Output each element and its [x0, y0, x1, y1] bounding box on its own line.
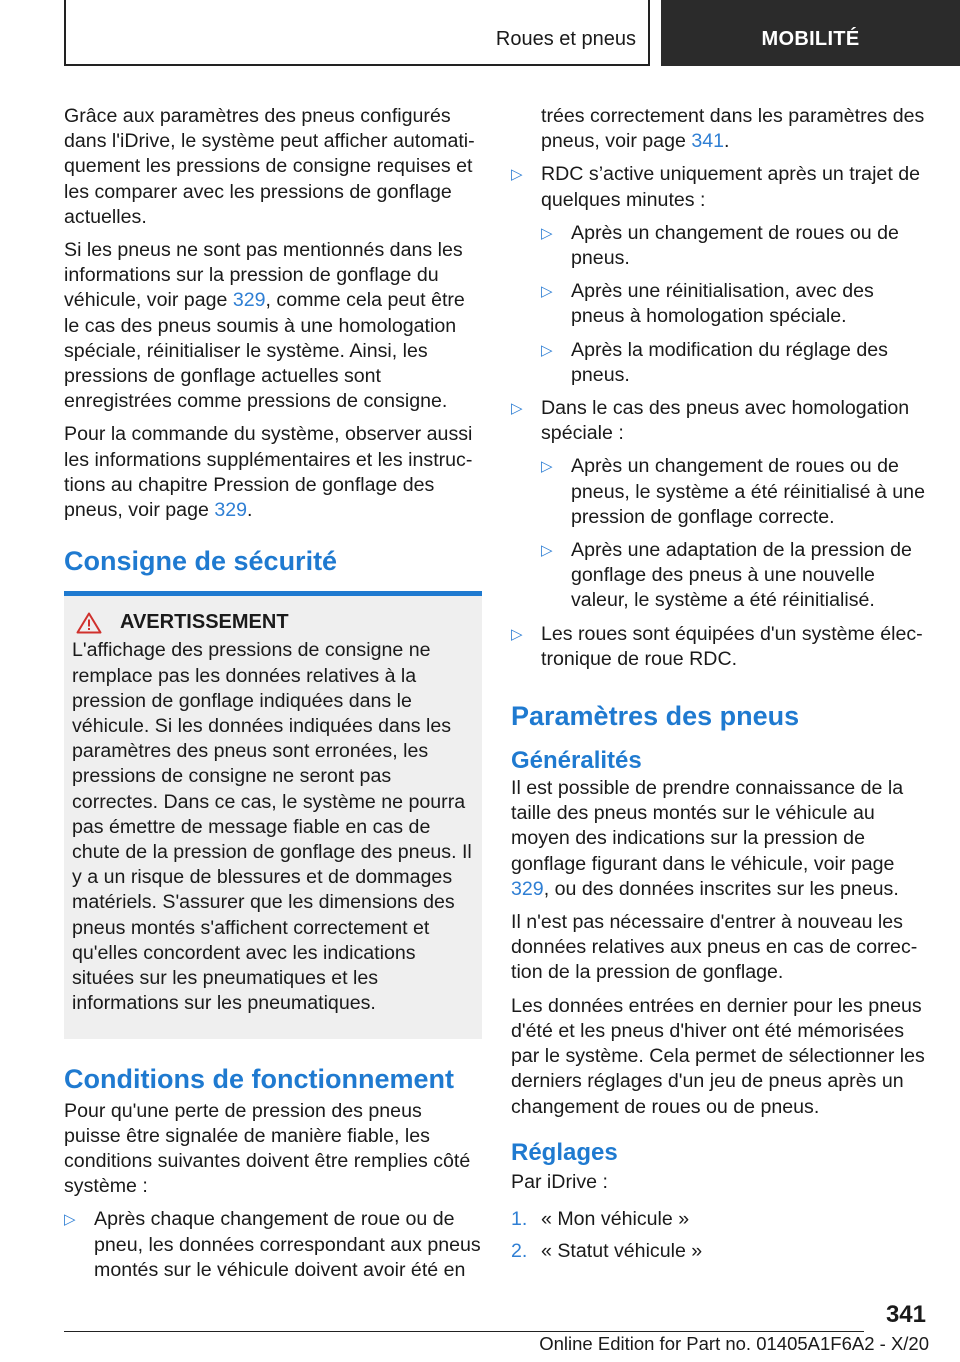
- steps-list: [511, 1207, 931, 1264]
- header-chapter-tab: [661, 0, 960, 66]
- left-column: [64, 104, 482, 1291]
- step-item: 1. « Mon véhicule »: [511, 1207, 931, 1232]
- list-item: ▷ Après une réinitialisation, avec des pneus à homologation spéciale.: [541, 280, 874, 328]
- list-item-continuation: trées correctement dans les paramètres des pneus, voir page 341.: [541, 105, 925, 153]
- warning-text: L'affichage des pressions de consigne ne remplace pas les données relatives à la pression de gonflage indiquées dans le véhicule. Si les données indiquées dans les paramètres des pneus sont erronées, les pressions de consigne ne seront pas correctes. Dans ce cas, le système ne pourra pas émettre de message fiable en cas de chute de la pression de gonflage des pneus. Il y a un risque de blessures et de dommages matériels. S'assurer que les dimensions des pneus montés s'affichent correctement et qu'elles concordent avec les indications situées sur les pneumatiques et les informations sur les pneumatiques.: [72, 639, 472, 1015]
- bullet-triangle-icon: ▷: [511, 400, 523, 418]
- list-item: ▷ RDC s’active uniquement après un trajet de quelques minutes : ▷ Après un changement de roues ou de pneus. ▷ Après une réinitialisation, avec des pneus à homologation spéciale. ▷ Après la modification du réglage des pneus.: [511, 162, 931, 388]
- list-item: ▷ Après un changement de roues ou de pneus.: [541, 221, 899, 270]
- conditions-list-continued: [511, 104, 931, 672]
- step-item: 2. « Statut véhicule »: [511, 1239, 931, 1264]
- warning-triangle-icon: [76, 612, 102, 634]
- heading-tire-params: Paramètres des pneus: [511, 701, 800, 732]
- page-ref-link[interactable]: 329: [511, 877, 544, 900]
- bullet-triangle-icon: ▷: [541, 341, 553, 359]
- paragraph-reset: Si les pneus ne sont pas mentionnés dans les informations sur la pression de gonflage du véhicule, voir page 329, comme cela peut être le cas des pneus soumis à une homologation spéciale, réinitialiser le système. Ainsi, les pressions de gonflage actuelles sont enregistrées comme pressions de consigne.: [64, 239, 465, 413]
- footer-edition: Online Edition for Part no. 01405A1F6A2 - X/20: [539, 1333, 929, 1354]
- page-ref-link[interactable]: 341: [691, 130, 725, 153]
- sub-list: [541, 454, 931, 613]
- list-item: ▷ Les roues sont équipées d'un système électronique de roue RDC.: [511, 622, 923, 670]
- page-ref-link[interactable]: 329: [214, 499, 248, 522]
- bullet-triangle-icon: ▷: [64, 1211, 76, 1229]
- right-column: [511, 104, 931, 1271]
- paragraph-memory: Les données entrées en dernier pour les pneus d'été et les pneus d'hiver ont été mémorisées par le système. Cela permet de sélectionner les derniers réglages d'un jeu de pneus après un changement de roues ou de pneus.: [511, 994, 925, 1118]
- step-number: 2.: [511, 1240, 528, 1263]
- bullet-triangle-icon: ▷: [541, 283, 553, 301]
- bullet-triangle-icon: ▷: [511, 625, 523, 643]
- bullet-triangle-icon: ▷: [541, 458, 553, 476]
- sub-list: [541, 221, 931, 388]
- warning-header: [72, 610, 474, 635]
- bullet-triangle-icon: ▷: [541, 542, 553, 560]
- heading-general: Généralités: [511, 747, 642, 775]
- page-ref-link[interactable]: 329: [232, 289, 266, 312]
- footer-rule: [64, 1331, 864, 1332]
- paragraph-intro: Grâce aux paramètres des pneus configurés dans l'iDrive, le système peut afficher automatiquement les pressions de consigne requises et les comparer avec les pressions de gonflage actuelles.: [64, 105, 475, 228]
- heading-safety: Consigne de sécurité: [64, 546, 338, 577]
- paragraph-no-reentry: Il n'est pas nécessaire d'entrer à nouveau les données relatives aux pneus en cas de correction de la pression de gonflage.: [511, 911, 918, 984]
- page-header: [64, 0, 960, 66]
- header-chapter-title: MOBILITÉ: [761, 28, 860, 50]
- heading-conditions: Conditions de fonctionnement: [64, 1063, 454, 1094]
- header-frame: [64, 0, 650, 66]
- paragraph-conditions: Pour qu'une perte de pression des pneus puisse être signalée de manière fiable, les conditions suivantes doivent être remplies côté système :: [64, 1099, 471, 1198]
- list-item: ▷ Dans le cas des pneus avec homologation spéciale : ▷ Après un changement de roues ou de pneus, le système a été réinitialisé à une pression de gonflage correcte. ▷ Après une adaptation de la pression de gonflage des pneus à une nouvelle valeur, le système a été réinitialisé.: [511, 396, 931, 614]
- warning-box: [64, 596, 482, 1038]
- bullet-triangle-icon: ▷: [541, 224, 553, 242]
- list-item: ▷ Après une adaptation de la pression de gonflage des pneus à une nouvelle valeur, le système a été réinitialisé.: [541, 539, 912, 612]
- heading-settings: Réglages: [511, 1138, 618, 1166]
- page-number: 341: [885, 1301, 926, 1328]
- step-number: 1.: [511, 1207, 528, 1230]
- paragraph-operation: Pour la commande du système, observer aussi les informations supplémentaires et les instructions au chapitre Pression de gonflage des pneus, voir page 329.: [64, 423, 473, 522]
- paragraph-general: Il est possible de prendre connaissance de la taille des pneus montés sur le véhicule au moyen des indications sur la pression de gonflage figurant dans le véhicule, voir page 329, ou des données inscrites sur les pneus.: [511, 777, 904, 900]
- conditions-list: [64, 1207, 482, 1283]
- list-item: ▷ Après la modification du réglage des pneus.: [541, 338, 888, 386]
- paragraph-idrive: Par iDrive :: [511, 1170, 608, 1193]
- bullet-triangle-icon: ▷: [511, 166, 523, 184]
- header-section-title: Roues et pneus: [495, 28, 636, 50]
- list-item: ▷ Après chaque changement de roue ou de pneu, les données correspondant aux pneus montés sur le véhicule doivent avoir été en: [64, 1208, 481, 1281]
- warning-title: AVERTISSEMENT: [120, 611, 289, 634]
- list-item: ▷ Après un changement de roues ou de pneus, le système a été réinitialisé à une pression de gonflage correcte.: [541, 455, 925, 528]
